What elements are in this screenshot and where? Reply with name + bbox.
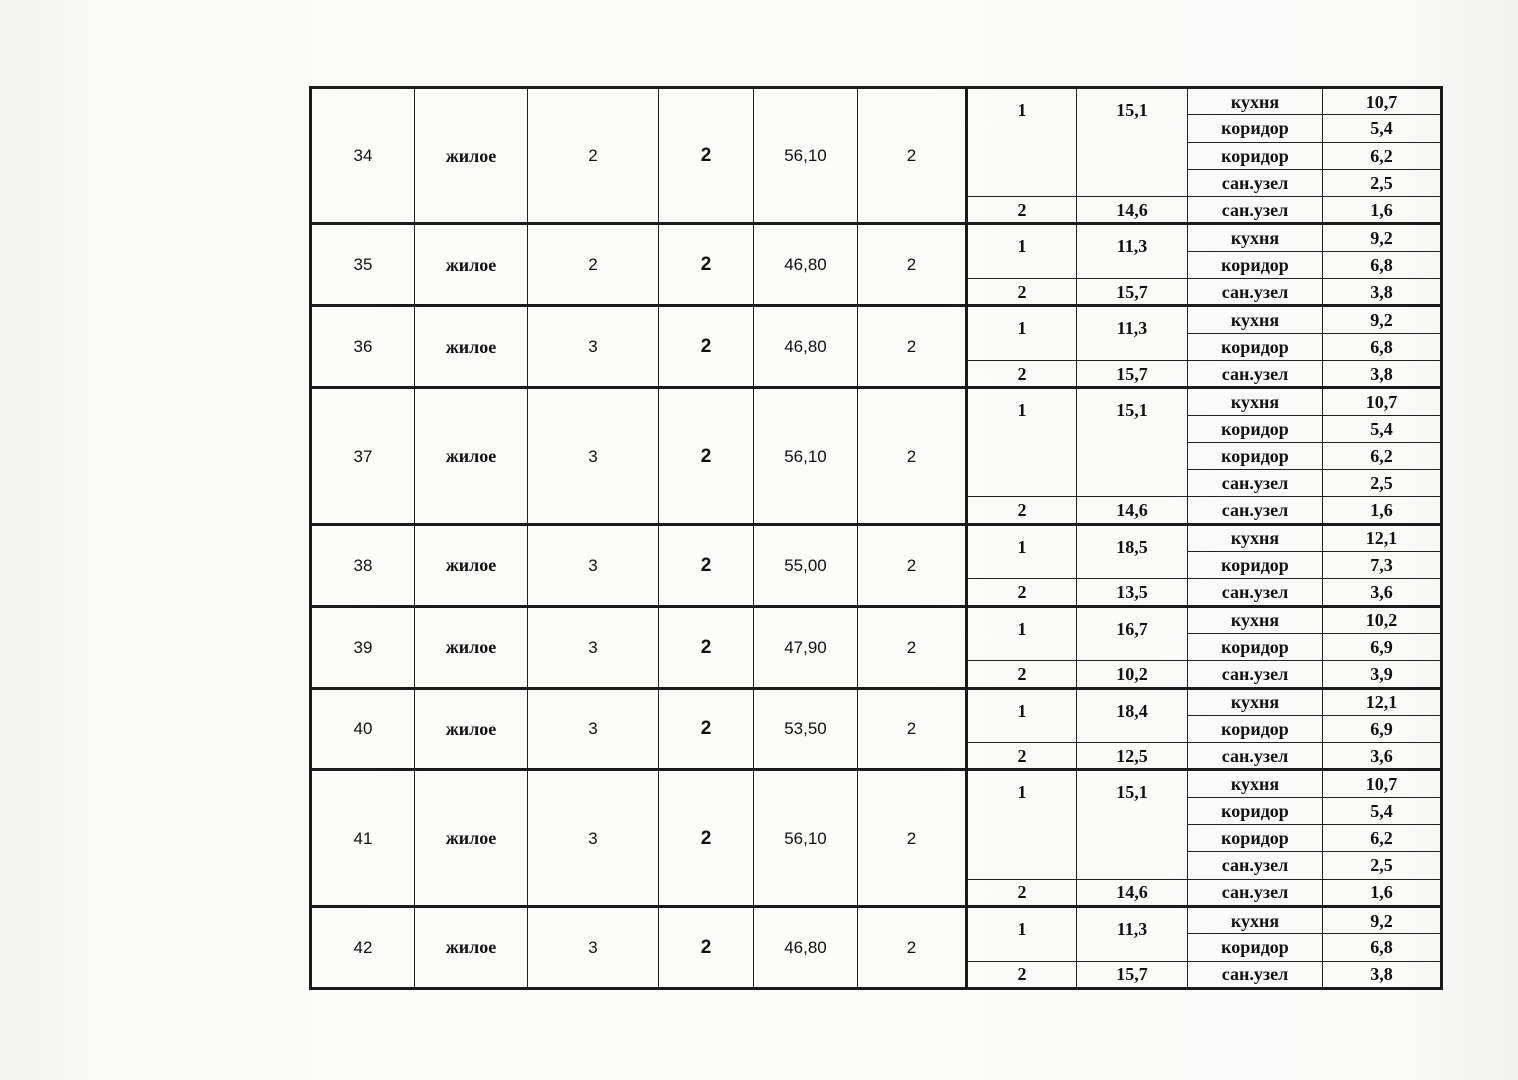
living-rooms-cell: 2 (858, 88, 967, 224)
aux-room-name-cell: кухня (1188, 524, 1323, 551)
table-row (311, 906, 1442, 933)
apartment-number-cell: 37 (311, 388, 415, 524)
table-row (311, 88, 1442, 115)
apartment-number-cell: 42 (311, 906, 415, 988)
purpose-cell: жилое (415, 306, 528, 388)
room-area-cell: 10,2 (1077, 661, 1188, 688)
room-area-cell: 12,5 (1077, 743, 1188, 770)
table-row (311, 688, 1442, 715)
apartment-number-cell: 38 (311, 524, 415, 606)
aux-room-area-cell: 1,6 (1323, 879, 1442, 906)
aux-room-area-cell: 6,2 (1323, 142, 1442, 169)
floor-cell: 2 (528, 224, 659, 306)
aux-room-area-cell: 10,7 (1323, 770, 1442, 797)
apartment-number-cell: 41 (311, 770, 415, 906)
room-area-cell: 14,6 (1077, 197, 1188, 224)
aux-room-area-cell: 10,2 (1323, 606, 1442, 633)
rooms-count-cell: 2 (659, 606, 754, 688)
aux-room-name-cell: кухня (1188, 688, 1323, 715)
room-area-cell: 15,1 (1077, 88, 1188, 197)
room-number-cell: 2 (967, 579, 1077, 606)
apartment-number-cell: 36 (311, 306, 415, 388)
total-area-cell: 47,90 (754, 606, 858, 688)
room-area-cell: 11,3 (1077, 306, 1188, 361)
floor-cell: 2 (528, 88, 659, 224)
purpose-cell: жилое (415, 906, 528, 988)
aux-room-name-cell: сан.узел (1188, 961, 1323, 989)
aux-room-area-cell: 3,8 (1323, 360, 1442, 387)
living-rooms-cell: 2 (858, 906, 967, 988)
aux-room-name-cell: коридор (1188, 552, 1323, 579)
aux-room-name-cell: сан.узел (1188, 197, 1323, 224)
purpose-cell: жилое (415, 224, 528, 306)
aux-room-area-cell: 3,8 (1323, 961, 1442, 989)
living-rooms-cell: 2 (858, 524, 967, 606)
room-number-cell: 2 (967, 279, 1077, 306)
aux-room-name-cell: коридор (1188, 115, 1323, 142)
rooms-count-cell: 2 (659, 770, 754, 906)
rooms-count-cell: 2 (659, 388, 754, 524)
aux-room-area-cell: 9,2 (1323, 906, 1442, 933)
total-area-cell: 56,10 (754, 770, 858, 906)
living-rooms-cell: 2 (858, 306, 967, 388)
living-rooms-cell: 2 (858, 388, 967, 524)
table-row (311, 306, 1442, 333)
total-area-cell: 56,10 (754, 88, 858, 224)
aux-room-name-cell: коридор (1188, 825, 1323, 852)
aux-room-area-cell: 2,5 (1323, 169, 1442, 196)
room-number-cell: 2 (967, 961, 1077, 989)
aux-room-area-cell: 6,9 (1323, 633, 1442, 660)
room-area-cell: 11,3 (1077, 906, 1188, 961)
table-row (311, 224, 1442, 251)
room-area-cell: 15,7 (1077, 961, 1188, 989)
aux-room-area-cell: 6,2 (1323, 825, 1442, 852)
aux-room-area-cell: 1,6 (1323, 497, 1442, 524)
aux-room-name-cell: сан.узел (1188, 279, 1323, 306)
aux-room-name-cell: коридор (1188, 797, 1323, 824)
room-number-cell: 1 (967, 606, 1077, 661)
aux-room-area-cell: 3,6 (1323, 579, 1442, 606)
aux-room-name-cell: коридор (1188, 333, 1323, 360)
room-number-cell: 1 (967, 770, 1077, 879)
aux-room-area-cell: 2,5 (1323, 852, 1442, 879)
floor-cell: 3 (528, 306, 659, 388)
room-area-cell: 15,7 (1077, 279, 1188, 306)
room-area-cell: 11,3 (1077, 224, 1188, 279)
apartment-number-cell: 34 (311, 88, 415, 224)
room-area-cell: 15,1 (1077, 770, 1188, 879)
floor-cell: 3 (528, 770, 659, 906)
living-rooms-cell: 2 (858, 224, 967, 306)
aux-room-name-cell: кухня (1188, 224, 1323, 251)
apartments-table (309, 86, 1443, 990)
purpose-cell: жилое (415, 388, 528, 524)
aux-room-area-cell: 10,7 (1323, 388, 1442, 415)
aux-room-name-cell: кухня (1188, 606, 1323, 633)
room-number-cell: 2 (967, 360, 1077, 387)
aux-room-area-cell: 3,9 (1323, 661, 1442, 688)
room-number-cell: 1 (967, 906, 1077, 961)
room-area-cell: 13,5 (1077, 579, 1188, 606)
table-row (311, 388, 1442, 415)
rooms-count-cell: 2 (659, 524, 754, 606)
rooms-count-cell: 2 (659, 306, 754, 388)
floor-cell: 3 (528, 688, 659, 770)
aux-room-name-cell: сан.узел (1188, 879, 1323, 906)
room-area-cell: 18,5 (1077, 524, 1188, 579)
aux-room-name-cell: кухня (1188, 906, 1323, 933)
living-rooms-cell: 2 (858, 688, 967, 770)
floor-cell: 3 (528, 606, 659, 688)
total-area-cell: 53,50 (754, 688, 858, 770)
room-area-cell: 18,4 (1077, 688, 1188, 743)
aux-room-area-cell: 6,8 (1323, 251, 1442, 278)
table-row (311, 524, 1442, 551)
total-area-cell: 55,00 (754, 524, 858, 606)
aux-room-area-cell: 10,7 (1323, 88, 1442, 115)
aux-room-name-cell: кухня (1188, 770, 1323, 797)
total-area-cell: 46,80 (754, 224, 858, 306)
apartment-number-cell: 35 (311, 224, 415, 306)
aux-room-area-cell: 7,3 (1323, 552, 1442, 579)
room-number-cell: 2 (967, 197, 1077, 224)
floor-cell: 3 (528, 388, 659, 524)
aux-room-area-cell: 6,8 (1323, 934, 1442, 961)
purpose-cell: жилое (415, 88, 528, 224)
aux-room-name-cell: сан.узел (1188, 852, 1323, 879)
floor-cell: 3 (528, 906, 659, 988)
room-number-cell: 1 (967, 88, 1077, 197)
rooms-count-cell: 2 (659, 88, 754, 224)
purpose-cell: жилое (415, 606, 528, 688)
total-area-cell: 46,80 (754, 306, 858, 388)
aux-room-name-cell: кухня (1188, 388, 1323, 415)
room-area-cell: 15,7 (1077, 360, 1188, 387)
aux-room-name-cell: коридор (1188, 415, 1323, 442)
room-number-cell: 1 (967, 388, 1077, 497)
table-row (311, 606, 1442, 633)
aux-room-area-cell: 3,6 (1323, 743, 1442, 770)
aux-room-area-cell: 5,4 (1323, 115, 1442, 142)
aux-room-area-cell: 12,1 (1323, 688, 1442, 715)
room-area-cell: 14,6 (1077, 497, 1188, 524)
aux-room-area-cell: 5,4 (1323, 797, 1442, 824)
aux-room-area-cell: 12,1 (1323, 524, 1442, 551)
aux-room-area-cell: 9,2 (1323, 306, 1442, 333)
table-row (311, 770, 1442, 797)
room-number-cell: 2 (967, 879, 1077, 906)
aux-room-name-cell: коридор (1188, 934, 1323, 961)
room-number-cell: 1 (967, 524, 1077, 579)
room-number-cell: 2 (967, 661, 1077, 688)
aux-room-name-cell: кухня (1188, 306, 1323, 333)
total-area-cell: 56,10 (754, 388, 858, 524)
aux-room-area-cell: 1,6 (1323, 197, 1442, 224)
aux-room-name-cell: коридор (1188, 251, 1323, 278)
apartments-table-body (311, 88, 1442, 989)
aux-room-area-cell: 6,8 (1323, 333, 1442, 360)
room-number-cell: 1 (967, 224, 1077, 279)
aux-room-name-cell: сан.узел (1188, 169, 1323, 196)
rooms-count-cell: 2 (659, 906, 754, 988)
room-area-cell: 15,1 (1077, 388, 1188, 497)
aux-room-name-cell: сан.узел (1188, 743, 1323, 770)
aux-room-name-cell: сан.узел (1188, 360, 1323, 387)
aux-room-area-cell: 6,2 (1323, 442, 1442, 469)
aux-room-name-cell: кухня (1188, 88, 1323, 115)
aux-room-name-cell: сан.узел (1188, 579, 1323, 606)
aux-room-name-cell: сан.узел (1188, 470, 1323, 497)
aux-room-area-cell: 5,4 (1323, 415, 1442, 442)
room-area-cell: 14,6 (1077, 879, 1188, 906)
rooms-count-cell: 2 (659, 224, 754, 306)
purpose-cell: жилое (415, 688, 528, 770)
apartment-number-cell: 40 (311, 688, 415, 770)
aux-room-name-cell: коридор (1188, 715, 1323, 742)
room-number-cell: 1 (967, 688, 1077, 743)
room-number-cell: 2 (967, 743, 1077, 770)
aux-room-name-cell: сан.узел (1188, 497, 1323, 524)
rooms-count-cell: 2 (659, 688, 754, 770)
room-number-cell: 1 (967, 306, 1077, 361)
aux-room-area-cell: 3,8 (1323, 279, 1442, 306)
aux-room-name-cell: коридор (1188, 142, 1323, 169)
aux-room-name-cell: коридор (1188, 442, 1323, 469)
living-rooms-cell: 2 (858, 770, 967, 906)
room-area-cell: 16,7 (1077, 606, 1188, 661)
living-rooms-cell: 2 (858, 606, 967, 688)
purpose-cell: жилое (415, 524, 528, 606)
floor-cell: 3 (528, 524, 659, 606)
aux-room-name-cell: сан.узел (1188, 661, 1323, 688)
aux-room-name-cell: коридор (1188, 633, 1323, 660)
aux-room-area-cell: 6,9 (1323, 715, 1442, 742)
aux-room-area-cell: 2,5 (1323, 470, 1442, 497)
apartment-number-cell: 39 (311, 606, 415, 688)
total-area-cell: 46,80 (754, 906, 858, 988)
room-number-cell: 2 (967, 497, 1077, 524)
aux-room-area-cell: 9,2 (1323, 224, 1442, 251)
purpose-cell: жилое (415, 770, 528, 906)
